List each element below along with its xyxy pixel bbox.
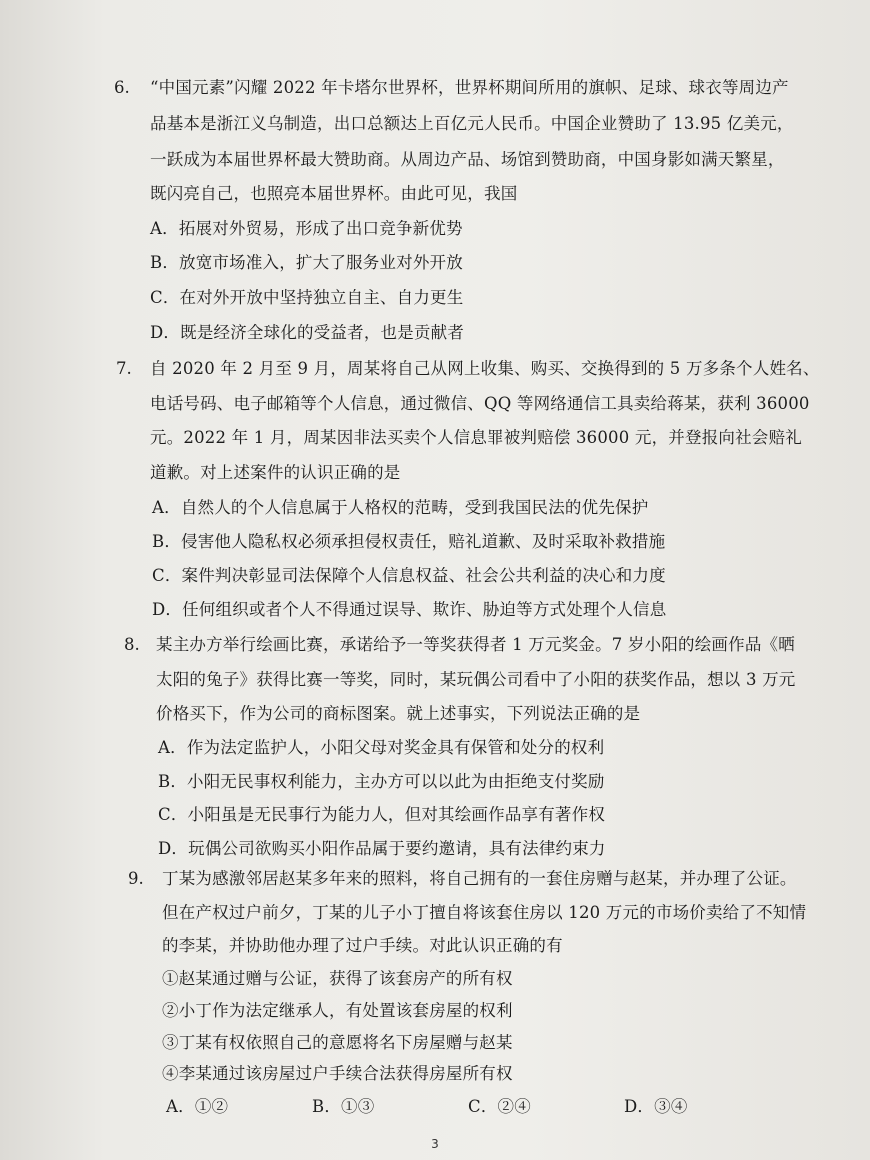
question-number: 8. xyxy=(124,635,140,654)
option-c: C．案件判决彰显司法保障个人信息权益、社会公共利益的决心和力度 xyxy=(152,566,666,585)
option-c: C．②④ xyxy=(468,1097,531,1116)
question-text-line: 某主办方举行绘画比赛，承诺给予一等奖获得者 1 万元奖金。7 岁小阳的绘画作品《晒 xyxy=(156,635,795,654)
option-b: B．①③ xyxy=(312,1097,375,1116)
question-number: 7. xyxy=(116,359,132,378)
statement-3: ③丁某有权依照自己的意愿将名下房屋赠与赵某 xyxy=(162,1033,513,1052)
question-text-line: 一跃成为本届世界杯最大赞助商。从周边产品、场馆到赞助商，中国身影如满天繁星， xyxy=(150,150,785,169)
option-c: C．在对外开放中坚持独立自主、自力更生 xyxy=(150,288,464,307)
option-a: A．①② xyxy=(166,1097,229,1116)
option-d: D．玩偶公司欲购买小阳作品属于要约邀请，具有法律约束力 xyxy=(158,839,606,858)
question-text-line: 价格买下，作为公司的商标图案。就上述事实，下列说法正确的是 xyxy=(156,704,641,723)
option-d: D．任何组织或者个人不得通过误导、欺诈、胁迫等方式处理个人信息 xyxy=(152,600,667,619)
question-text-line: 的李某，并协助他办理了过户手续。对此认识正确的有 xyxy=(162,936,563,955)
question-text-line: 元。2022 年 1 月，周某因非法买卖个人信息罪被判赔偿 36000 元，并登报向社会赔礼 xyxy=(150,428,802,447)
option-d: D．③④ xyxy=(624,1097,688,1116)
option-a: A．拓展对外贸易，形成了出口竞争新优势 xyxy=(150,219,463,238)
option-d: D．既是经济全球化的受益者，也是贡献者 xyxy=(150,323,465,342)
statement-1: ①赵某通过赠与公证，获得了该套房产的所有权 xyxy=(162,969,513,988)
question-text-line: 电话号码、电子邮箱等个人信息，通过微信、QQ 等网络通信工具卖给蒋某，获利 36000 xyxy=(150,394,810,413)
page-number: 3 xyxy=(431,1137,439,1151)
statement-4: ④李某通过该房屋过户手续合法获得房屋所有权 xyxy=(162,1064,513,1083)
option-c: C．小阳虽是无民事行为能力人，但对其绘画作品享有著作权 xyxy=(158,805,606,824)
question-text-line: 既闪亮自己，也照亮本届世界杯。由此可见，我国 xyxy=(150,184,518,203)
option-b: B．放宽市场准入，扩大了服务业对外开放 xyxy=(150,253,463,272)
option-a: A．自然人的个人信息属于人格权的范畴，受到我国民法的优先保护 xyxy=(152,498,649,517)
question-text-line: “中国元素”闪耀 2022 年卡塔尔世界杯，世界杯期间所用的旗帜、足球、球衣等周边产 xyxy=(150,78,789,97)
question-text-line: 自 2020 年 2 月至 9 月，周某将自己从网上收集、购买、交换得到的 5 万多条个人姓名、 xyxy=(150,359,820,378)
statement-2: ②小丁作为法定继承人，有处置该套房屋的权利 xyxy=(162,1001,513,1020)
option-a: A．作为法定监护人，小阳父母对奖金具有保管和处分的权利 xyxy=(158,738,605,757)
question-text-line: 但在产权过户前夕，丁某的儿子小丁擅自将该套住房以 120 万元的市场价卖给了不知情 xyxy=(162,903,807,922)
question-text-line: 太阳的兔子》获得比赛一等奖，同时，某玩偶公司看中了小阳的获奖作品，想以 3 万元 xyxy=(156,670,796,689)
question-text-line: 丁某为感激邻居赵某多年来的照料，将自己拥有的一套住房赠与赵某，并办理了公证。 xyxy=(162,869,797,888)
question-text-line: 品基本是浙江义乌制造，出口总额达上百亿元人民币。中国企业赞助了 13.95 亿美元， xyxy=(150,114,794,133)
question-number: 6. xyxy=(114,78,130,97)
option-b: B．侵害他人隐私权必须承担侵权责任，赔礼道歉、及时采取补救措施 xyxy=(152,532,666,551)
question-text-line: 道歉。对上述案件的认识正确的是 xyxy=(150,463,401,482)
option-b: B．小阳无民事权利能力，主办方可以以此为由拒绝支付奖励 xyxy=(158,772,605,791)
question-number: 9. xyxy=(128,869,144,888)
